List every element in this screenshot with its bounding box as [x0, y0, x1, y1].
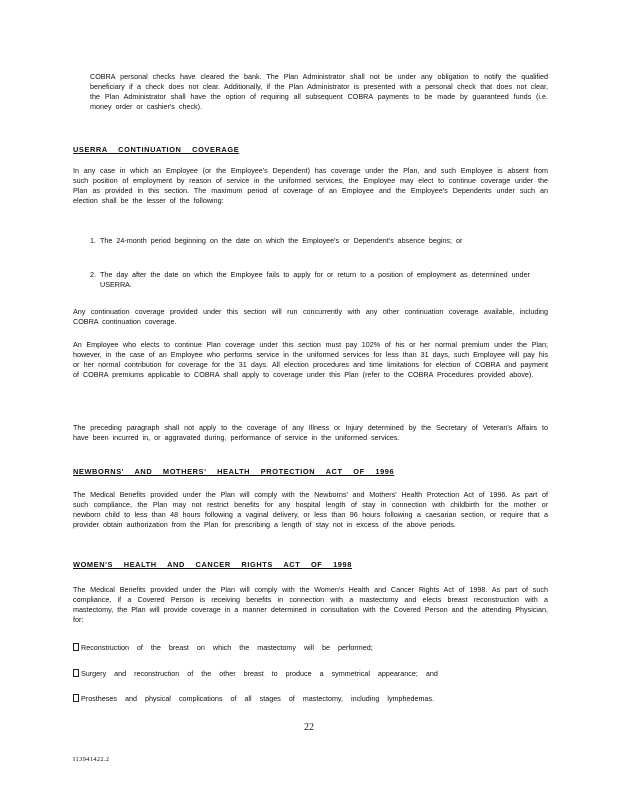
para-newborns: The Medical Benefits provided under the Plan will comply with the Newborns' and Mothers' Health Protection Act of 1996. As part of such compliance, the Plan may not restrict benefits for any hospital length of stay in connection with childbirth for the mother or newborn child to less than 48 hours following a vaginal delivery, or less than 96 hours following a caesarian section, or require that a provider obtain authorization from the Plan for prescribing a length of stay not in excess of the above periods.	[73, 490, 548, 529]
bullet-item-2	[73, 669, 438, 679]
bullet-box-icon	[73, 643, 79, 651]
para-womens: The Medical Benefits provided under the Plan will comply with the Women's Health and Cancer Rights Act of 1998. As part of such compliance, if a Covered Person is receiving benefits in connection with a mastectomy and elects breast reconstruction with a mastectomy, the Plan will provide coverage in a manner determined in consultation with the Covered Person and the attending Physician, for:	[73, 585, 548, 624]
heading-womens: WOMEN'S HEALTH AND CANCER RIGHTS ACT OF 1998	[73, 560, 352, 569]
para-userra-intro: In any case in which an Employee (or the Employee's Dependent) has coverage under the Plan, and such Employee is absent from such position of employment by reason of service in the uniformed services, the Employee may elect to continue coverage under the Plan as provided in this section. The maximum period of coverage of an Employee and the Employee's Dependents under such an election shall be the lesser of the following:	[73, 166, 548, 205]
bullet-item-3	[73, 694, 434, 704]
para-102-percent: An Employee who elects to continue Plan coverage under this section must pay 102% of his or her normal premium under the Plan; however, in the case of an Employee who performs service in the uniformed services for less than 31 days, such Employee will pay his or her normal contribution for coverage for the 31 days. All election procedures and time limitations for election of COBRA and payment of COBRA premiums applicable to COBRA shall apply to coverage under this Plan (refer to the COBRA Procedures provided above).	[73, 340, 548, 379]
bullet-item-1	[73, 643, 373, 653]
document-id: I13941422.2	[73, 756, 110, 763]
list-item-1-number: 1.	[90, 236, 96, 245]
bullet-box-icon	[73, 669, 79, 677]
heading-userra: USERRA CONTINUATION COVERAGE	[73, 145, 240, 154]
page-number: 22	[304, 722, 314, 733]
heading-newborns: NEWBORNS' AND MOTHERS' HEALTH PROTECTION ACT OF 1996	[73, 467, 395, 476]
bullet-item-3-text: Prostheses and physical complications of all stages of mastectomy, including lymphedemas.	[81, 694, 435, 703]
para-concurrent: Any continuation coverage provided under this section will run concurrently with any other continuation coverage available, including COBRA continuation coverage.	[73, 307, 548, 326]
list-item-1-text: The 24-month period beginning on the date on which the Employee's or Dependent's absence begins; or	[100, 236, 463, 245]
bullet-box-icon	[73, 694, 79, 702]
list-item-2-number: 2.	[90, 270, 96, 279]
bullet-item-1-text: Reconstruction of the breast on which the mastectomy will be performed;	[81, 643, 373, 652]
para-preceding: The preceding paragraph shall not apply to the coverage of any Illness or Injury determined by the Secretary of Veteran's Affairs to have been incurred in, or aggravated during, performance of service in the uniformed services.	[73, 423, 548, 442]
para-cobra-checks: COBRA personal checks have cleared the bank. The Plan Administrator shall not be under any obligation to notify the qualified beneficiary if a check does not clear. Additionally, if the Plan Administrator is presented with a personal check that does not clear, the Plan Administrator shall have the option of requiring all subsequent COBRA payments to be made by guaranteed funds (i.e. money order or cashier's check).	[90, 72, 548, 111]
list-item-2-text: The day after the date on which the Employee fails to apply for or return to a position of employment as determined under USERRA.	[100, 270, 530, 289]
bullet-item-2-text: Surgery and reconstruction of the other breast to produce a symmetrical appearance; and	[81, 669, 438, 678]
